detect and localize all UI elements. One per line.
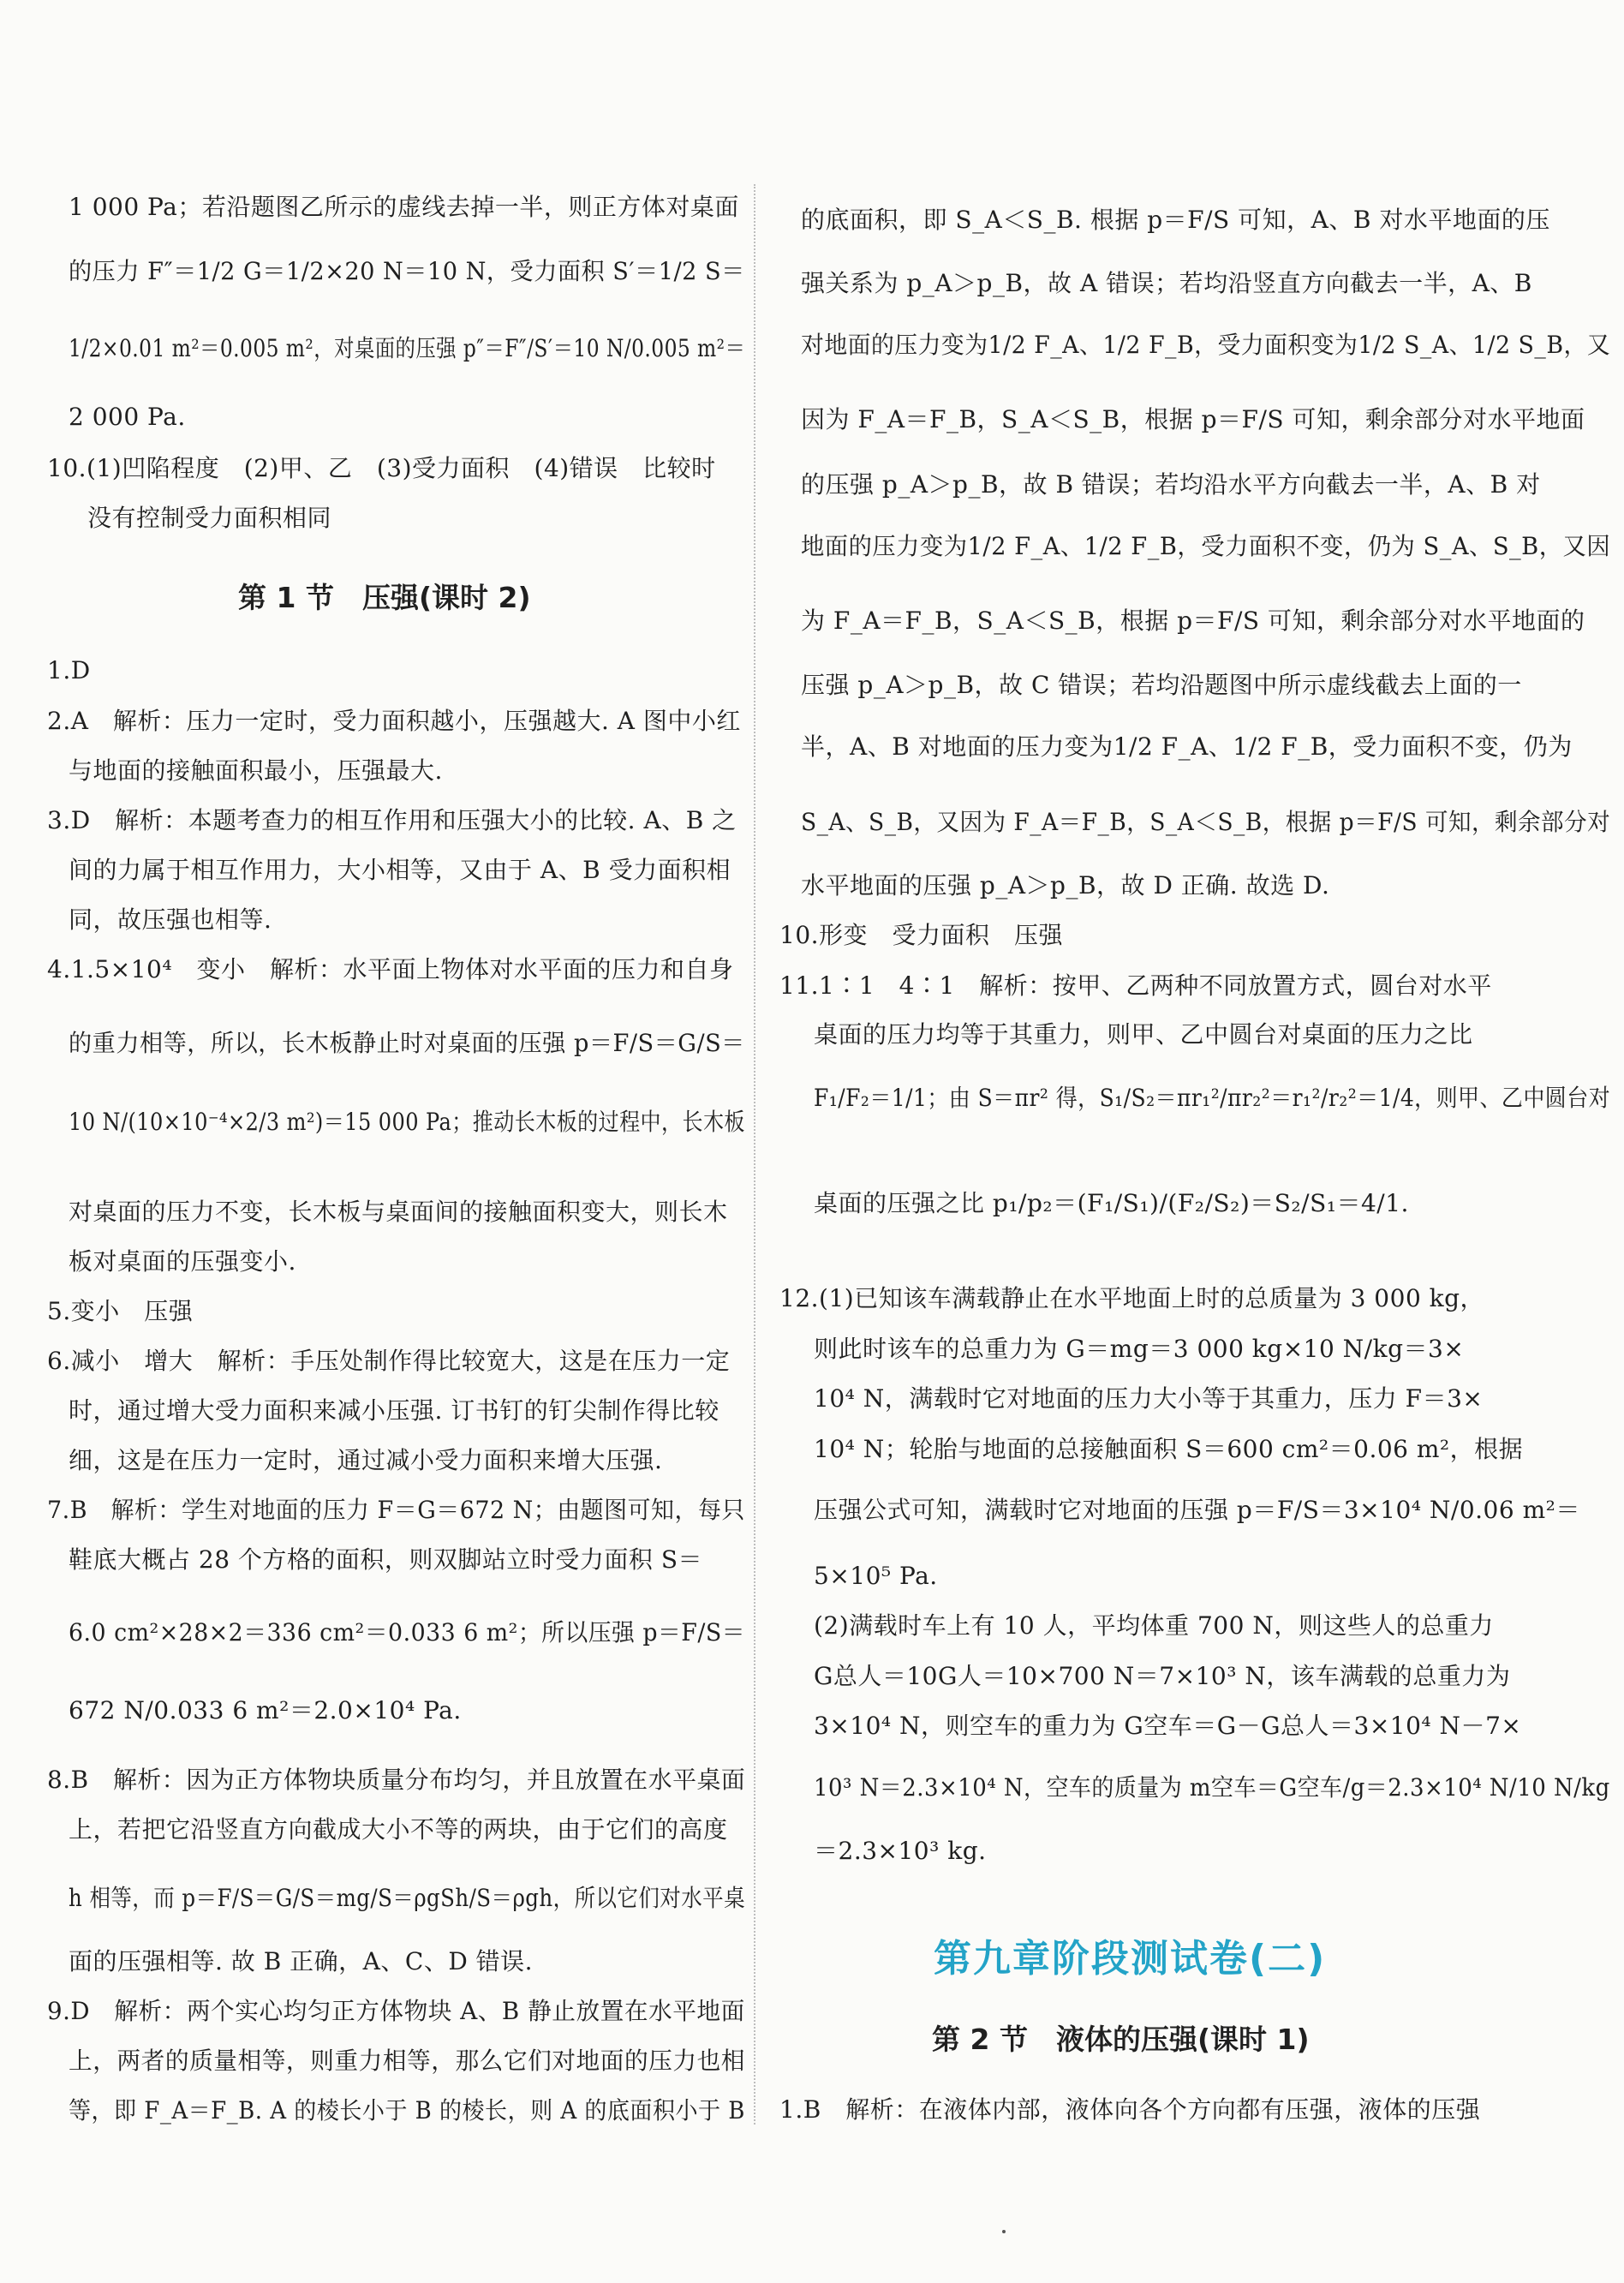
left-line: 时，通过增大受力面积来减小压强. 订书钉的钉尖制作得比较 — [69, 1396, 719, 1425]
page-mark — [1002, 2230, 1006, 2233]
chapter-title: 第九章阶段测试卷(二) — [934, 1937, 1327, 1981]
right-line: ＝2.3×10³ kg. — [814, 1837, 987, 1865]
left-line: 板对桌面的压强变小. — [69, 1247, 296, 1276]
left-line: 的重力相等，所以，长木板静止时对桌面的压强 p＝F/S＝G/S＝ — [69, 1029, 745, 1057]
right-line: 桌面的压力均等于其重力，则甲、乙中圆台对桌面的压力之比 — [814, 1020, 1473, 1049]
right-line: 为 F_A＝F_B，S_A＜S_B，根据 p＝F/S 可知，剩余部分对水平地面的 — [801, 607, 1585, 635]
left-line: 与地面的接触面积最小，压强最大. — [69, 756, 443, 785]
section-title: 第 2 节 液体的压强(课时 1) — [932, 2023, 1310, 2056]
left-line: 2.A 解析：压力一定时，受力面积越小，压强越大. A 图中小红 — [47, 707, 741, 735]
left-line: h 相等，而 p＝F/S＝G/S＝mg/S＝ρgSh/S＝ρgh，所以它们对水平桌 — [69, 1884, 746, 1912]
left-line: 间的力属于相互作用力，大小相等，又由于 A、B 受力面积相 — [69, 856, 731, 884]
right-line: S_A、S_B，又因为 F_A＝F_B，S_A＜S_B，根据 p＝F/S 可知，剩余部分对 — [801, 808, 1611, 836]
left-line: 6.0 cm²×28×2＝336 cm²＝0.033 6 m²；所以压强 p＝F/S＝ — [69, 1618, 746, 1647]
left-line: 2 000 Pa. — [69, 403, 186, 431]
right-line: 1.B 解析：在液体内部，液体向各个方向都有压强，液体的压强 — [779, 2095, 1481, 2124]
left-line: 8.B 解析：因为正方体物块质量分布均匀，并且放置在水平桌面 — [47, 1766, 746, 1794]
right-line: 10⁴ N；轮胎与地面的总接触面积 S＝600 cm²＝0.06 m²，根据 — [814, 1435, 1524, 1463]
right-line: 10⁴ N，满载时它对地面的压力大小等于其重力，压力 F＝3× — [814, 1384, 1484, 1413]
right-line: F₁/F₂＝1/1；由 S＝πr² 得，S₁/S₂＝πr₁²/πr₂²＝r₁²/r₂²＝1/4，则甲、乙中圆台对 — [814, 1084, 1611, 1112]
left-line: 上，两者的质量相等，则重力相等，那么它们对地面的压力也相 — [69, 2047, 746, 2075]
right-line: 10.形变 受力面积 压强 — [779, 921, 1064, 949]
right-line: 11.1∶1 4∶1 解析：按甲、乙两种不同放置方式，圆台对水平 — [779, 971, 1492, 1000]
left-line: 鞋底大概占 28 个方格的面积，则双脚站立时受力面积 S＝ — [69, 1545, 703, 1574]
left-line: 等，即 F_A＝F_B. A 的棱长小于 B 的棱长，则 A 的底面积小于 B — [69, 2096, 745, 2125]
right-line: 3×10⁴ N，则空车的重力为 G空车＝G－G总人＝3×10⁴ N－7× — [814, 1712, 1522, 1740]
right-line: 10³ N＝2.3×10⁴ N，空车的质量为 m空车＝G空车/g＝2.3×10⁴ N/10 N/kg — [814, 1773, 1610, 1802]
right-line: 的压强 p_A＞p_B，故 B 错误；若均沿水平方向截去一半，A、B 对 — [801, 470, 1541, 499]
right-line: 压强公式可知，满载时它对地面的压强 p＝F/S＝3×10⁴ N/0.06 m²＝ — [814, 1496, 1580, 1524]
left-line: 对桌面的压力不变，长木板与桌面间的接触面积变大，则长木 — [69, 1198, 728, 1226]
left-line: 10.(1)凹陷程度 (2)甲、乙 (3)受力面积 (4)错误 比较时 — [47, 454, 716, 482]
right-line: 强关系为 p_A＞p_B，故 A 错误；若均沿竖直方向截去一半，A、B — [801, 269, 1532, 297]
left-line: 672 N/0.033 6 m²＝2.0×10⁴ Pa. — [69, 1696, 462, 1724]
left-line: 5.变小 压强 — [47, 1297, 194, 1325]
left-line: 面的压强相等. 故 B 正确，A、C、D 错误. — [69, 1947, 534, 1975]
left-line: 1 000 Pa；若沿题图乙所示的虚线去掉一半，则正方体对桌面 — [69, 193, 739, 221]
right-line: 5×10⁵ Pa. — [814, 1562, 938, 1590]
left-line: 9.D 解析：两个实心均匀正方体物块 A、B 静止放置在水平地面 — [47, 1997, 745, 2025]
right-line: (2)满载时车上有 10 人，平均体重 700 N，则这些人的总重力 — [814, 1611, 1494, 1640]
right-line: 对地面的压力变为1/2 F_A、1/2 F_B，受力面积变为1/2 S_A、1/2 S_B，又 — [801, 331, 1611, 359]
right-line: G总人＝10G人＝10×700 N＝7×10³ N，该车满载的总重力为 — [814, 1662, 1511, 1690]
column-divider — [754, 184, 755, 2125]
left-line: 6.减小 增大 解析：手压处制作得比较宽大，这是在压力一定 — [47, 1347, 731, 1375]
left-line: 的压力 F″＝1/2 G＝1/2×20 N＝10 N，受力面积 S′＝1/2 S＝ — [69, 257, 745, 285]
left-line: 10 N/(10×10⁻⁴×2/3 m²)＝15 000 Pa；推动长木板的过程中，长木板 — [69, 1108, 745, 1136]
right-line: 的底面积，即 S_A＜S_B. 根据 p＝F/S 可知，A、B 对水平地面的压 — [801, 206, 1550, 234]
right-line: 水平地面的压强 p_A＞p_B，故 D 正确. 故选 D. — [801, 871, 1330, 899]
left-line: 1.D — [47, 656, 91, 684]
left-line: 上，若把它沿竖直方向截成大小不等的两块，由于它们的高度 — [69, 1815, 728, 1844]
right-line: 压强 p_A＞p_B，故 C 错误；若均沿题图中所示虚线截去上面的一 — [801, 671, 1522, 699]
left-line: 同，故压强也相等. — [69, 905, 272, 934]
left-line: 没有控制受力面积相同 — [87, 504, 332, 532]
right-line: 则此时该车的总重力为 G＝mg＝3 000 kg×10 N/kg＝3× — [814, 1335, 1465, 1363]
section-title: 第 1 节 压强(课时 2) — [238, 581, 531, 614]
right-line: 12.(1)已知该车满载静止在水平地面上时的总质量为 3 000 kg， — [779, 1284, 1485, 1312]
right-line: 地面的压力变为1/2 F_A、1/2 F_B，受力面积不变，仍为 S_A、S_B，又因 — [801, 532, 1611, 560]
right-line: 桌面的压强之比 p₁/p₂＝(F₁/S₁)/(F₂/S₂)＝S₂/S₁＝4/1. — [814, 1189, 1409, 1217]
left-line: 3.D 解析：本题考查力的相互作用和压强大小的比较. A、B 之 — [47, 806, 737, 834]
left-line: 4.1.5×10⁴ 变小 解析：水平面上物体对水平面的压力和自身 — [47, 955, 734, 983]
right-line: 因为 F_A＝F_B，S_A＜S_B，根据 p＝F/S 可知，剩余部分对水平地面 — [801, 405, 1585, 433]
left-line: 1/2×0.01 m²＝0.005 m²，对桌面的压强 p″＝F″/S′＝10 N/0.005 m²＝ — [69, 334, 746, 362]
left-line: 7.B 解析：学生对地面的压力 F＝G＝672 N；由题图可知，每只 — [47, 1496, 745, 1524]
left-line: 细，这是在压力一定时，通过减小受力面积来增大压强. — [69, 1446, 663, 1474]
right-line: 半，A、B 对地面的压力变为1/2 F_A、1/2 F_B，受力面积不变，仍为 — [801, 732, 1573, 761]
